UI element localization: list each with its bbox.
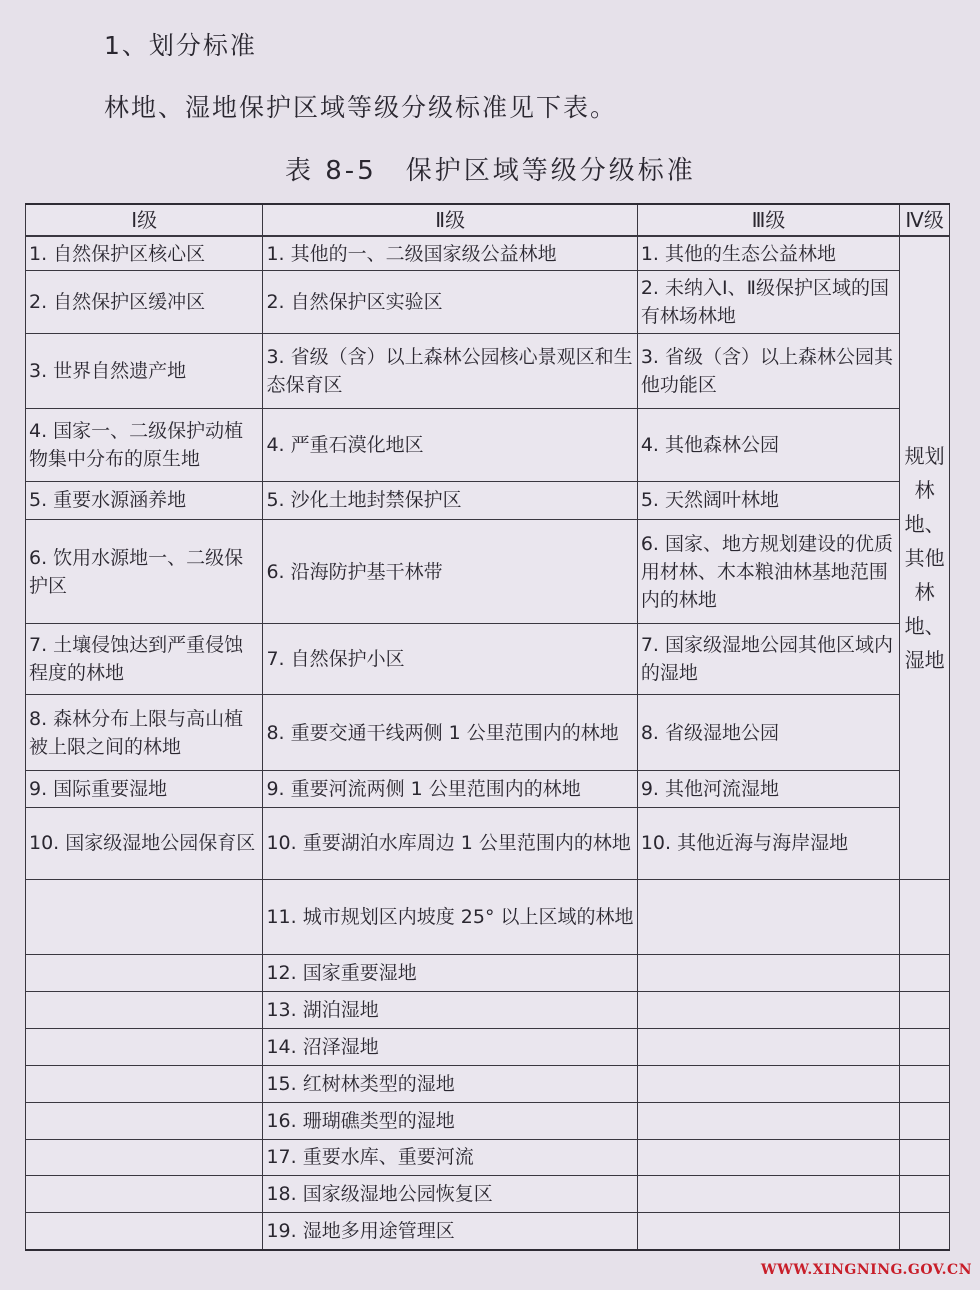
grade-3-cell (637, 1176, 899, 1213)
table-caption: 表 8-5 保护区域等级分级标准 (285, 156, 696, 186)
grade-2-cell: 12. 国家重要湿地 (263, 954, 637, 991)
site-watermark: WWW.XINGNING.GOV.CN (760, 1262, 972, 1278)
grade-3-cell: 3. 省级（含）以上森林公园其他功能区 (637, 333, 899, 408)
grade-1-cell (26, 991, 263, 1028)
grade-1-cell: 2. 自然保护区缓冲区 (26, 271, 263, 334)
grade-1-cell (26, 954, 263, 991)
grade-1-cell (26, 879, 263, 954)
grade-2-cell: 3. 省级（含）以上森林公园核心景观区和生态保育区 (263, 333, 637, 408)
table-row (26, 271, 950, 334)
header-grade-1: Ⅰ级 (26, 204, 263, 236)
grade-2-cell: 8. 重要交通干线两侧 1 公里范围内的林地 (263, 695, 637, 771)
grade-2-cell: 9. 重要河流两侧 1 公里范围内的林地 (263, 771, 637, 808)
section-heading: 1、划分标准 (104, 31, 257, 60)
grade-1-cell: 9. 国际重要湿地 (26, 771, 263, 808)
grade-2-cell: 2. 自然保护区实验区 (263, 271, 637, 334)
table-row (26, 1028, 950, 1065)
grade-3-cell: 10. 其他近海与海岸湿地 (637, 808, 899, 880)
grade-3-cell (637, 1213, 899, 1250)
grade-4-cell: 规划林地、其他林地、湿地 (900, 236, 950, 879)
table-row (26, 954, 950, 991)
table-row (26, 879, 950, 954)
table-row (26, 1139, 950, 1176)
grade-3-cell (637, 954, 899, 991)
table-row (26, 481, 950, 519)
grade-3-cell (637, 879, 899, 954)
grade-3-cell: 2. 未纳入Ⅰ、Ⅱ级保护区域的国有林场林地 (637, 271, 899, 334)
grade-4-empty-cell (900, 1176, 950, 1213)
grade-1-cell (26, 1102, 263, 1139)
grade-3-cell: 8. 省级湿地公园 (637, 695, 899, 771)
grade-3-cell: 1. 其他的生态公益林地 (637, 236, 899, 271)
grade-1-cell (26, 1139, 263, 1176)
header-row (26, 204, 950, 236)
grade-3-cell: 9. 其他河流湿地 (637, 771, 899, 808)
table-row (26, 519, 950, 624)
grade-1-cell: 6. 饮用水源地一、二级保护区 (26, 519, 263, 624)
grade-2-cell: 19. 湿地多用途管理区 (263, 1213, 637, 1250)
grade-3-cell: 6. 国家、地方规划建设的优质用材林、木本粮油林基地范围内的林地 (637, 519, 899, 624)
table-row (26, 1176, 950, 1213)
grade-4-empty-cell (900, 1213, 950, 1250)
table-row (26, 236, 950, 271)
grade-2-cell: 7. 自然保护小区 (263, 624, 637, 695)
grade-4-empty-cell (900, 991, 950, 1028)
grade-1-cell: 1. 自然保护区核心区 (26, 236, 263, 271)
grade-4-empty-cell (900, 1102, 950, 1139)
grade-3-cell: 5. 天然阔叶林地 (637, 481, 899, 519)
table-row (26, 991, 950, 1028)
grade-2-cell: 18. 国家级湿地公园恢复区 (263, 1176, 637, 1213)
grade-2-cell: 15. 红树林类型的湿地 (263, 1065, 637, 1102)
grade-2-cell: 11. 城市规划区内坡度 25° 以上区域的林地 (263, 879, 637, 954)
grade-4-empty-cell (900, 879, 950, 954)
grade-2-cell: 13. 湖泊湿地 (263, 991, 637, 1028)
table-row (26, 1102, 950, 1139)
grade-1-cell: 5. 重要水源涵养地 (26, 481, 263, 519)
grade-2-cell: 14. 沼泽湿地 (263, 1028, 637, 1065)
grade-2-cell: 1. 其他的一、二级国家级公益林地 (263, 236, 637, 271)
table-row (26, 808, 950, 880)
grade-3-cell: 4. 其他森林公园 (637, 408, 899, 481)
grade-1-cell: 10. 国家级湿地公园保育区 (26, 808, 263, 880)
grade-1-cell: 8. 森林分布上限与高山植被上限之间的林地 (26, 695, 263, 771)
intro-paragraph: 林地、湿地保护区域等级分级标准见下表。 (104, 93, 618, 122)
grade-3-cell (637, 1139, 899, 1176)
header-grade-4: Ⅳ级 (900, 204, 950, 236)
grade-1-cell: 7. 土壤侵蚀达到严重侵蚀程度的林地 (26, 624, 263, 695)
grade-4-empty-cell (900, 954, 950, 991)
grade-3-cell (637, 1065, 899, 1102)
table-row (26, 1065, 950, 1102)
table-row (26, 771, 950, 808)
protection-grade-table (25, 203, 950, 1251)
header-grade-3: Ⅲ级 (637, 204, 899, 236)
grade-2-cell: 16. 珊瑚礁类型的湿地 (263, 1102, 637, 1139)
grade-3-cell (637, 1102, 899, 1139)
header-grade-2: Ⅱ级 (263, 204, 637, 236)
grade-1-cell: 3. 世界自然遗产地 (26, 333, 263, 408)
grade-3-cell (637, 1028, 899, 1065)
table-row (26, 1213, 950, 1250)
grade-1-cell (26, 1065, 263, 1102)
grade-4-empty-cell (900, 1139, 950, 1176)
grade-2-cell: 10. 重要湖泊水库周边 1 公里范围内的林地 (263, 808, 637, 880)
grade-4-empty-cell (900, 1028, 950, 1065)
grade-1-cell (26, 1176, 263, 1213)
grade-4-empty-cell (900, 1065, 950, 1102)
grade-3-cell (637, 991, 899, 1028)
grade-1-cell (26, 1213, 263, 1250)
table-row (26, 624, 950, 695)
table-row (26, 695, 950, 771)
grade-1-cell: 4. 国家一、二级保护动植物集中分布的原生地 (26, 408, 263, 481)
grade-2-cell: 6. 沿海防护基干林带 (263, 519, 637, 624)
grade-2-cell: 5. 沙化土地封禁保护区 (263, 481, 637, 519)
grade-3-cell: 7. 国家级湿地公园其他区域内的湿地 (637, 624, 899, 695)
grade-2-cell: 17. 重要水库、重要河流 (263, 1139, 637, 1176)
grade-2-cell: 4. 严重石漠化地区 (263, 408, 637, 481)
table-row (26, 333, 950, 408)
grade-1-cell (26, 1028, 263, 1065)
table-row (26, 408, 950, 481)
